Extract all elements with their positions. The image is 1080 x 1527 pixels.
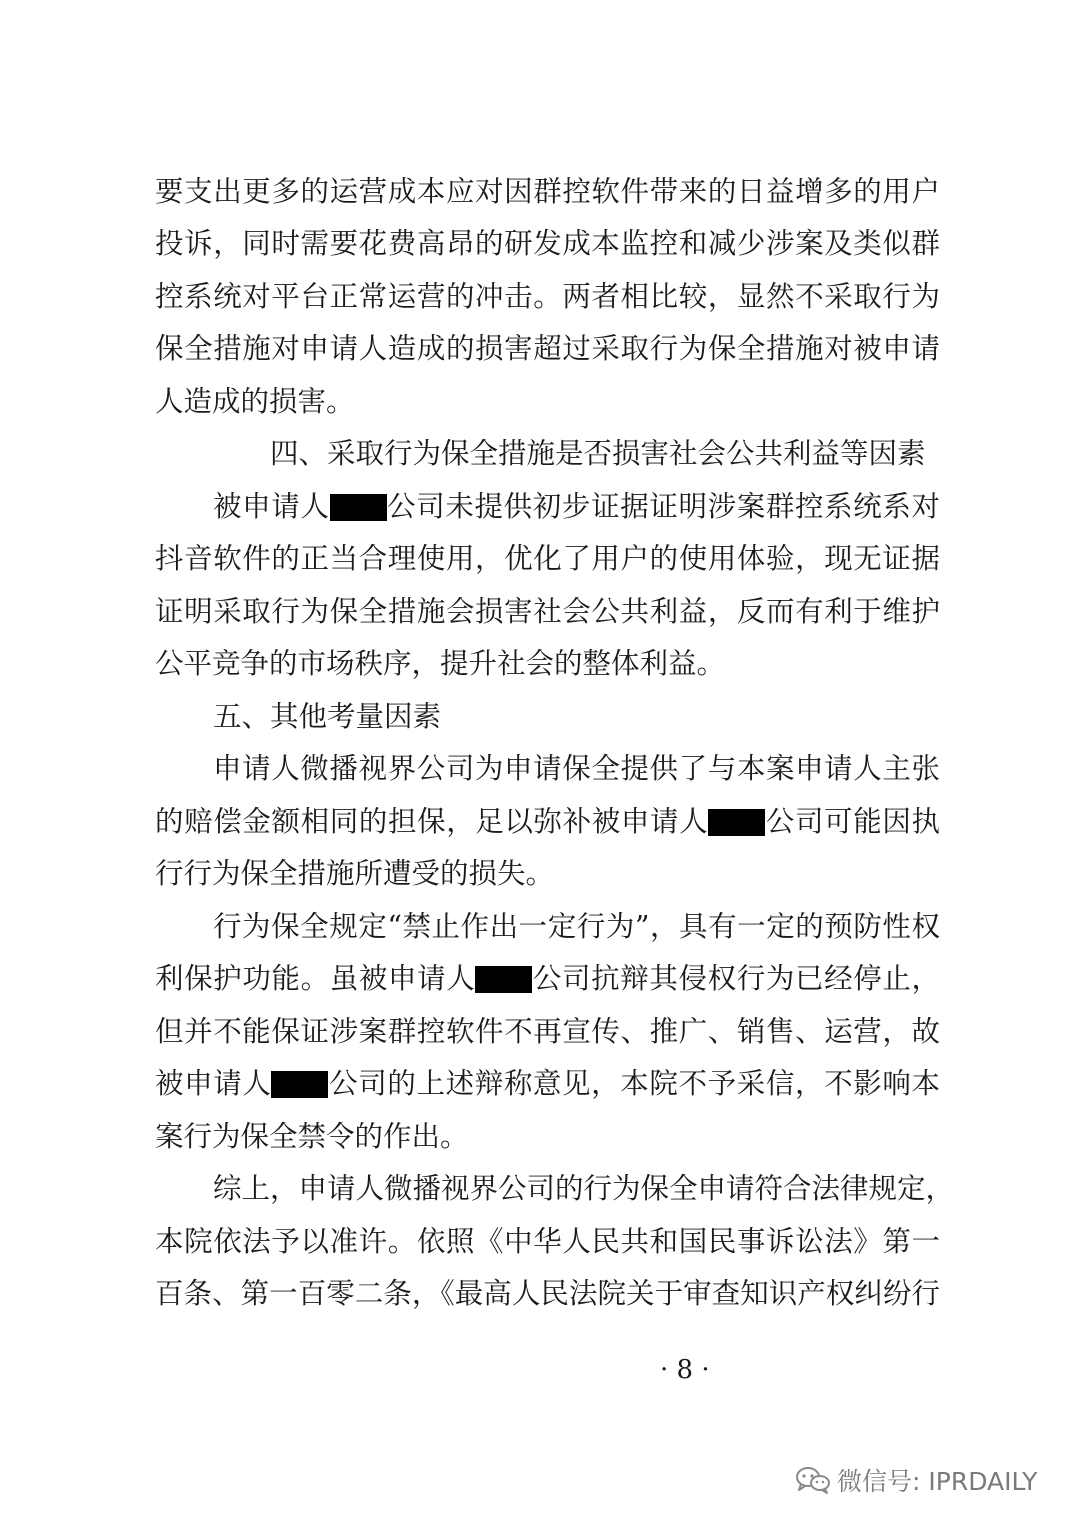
redaction-block	[330, 494, 387, 521]
redaction-block	[475, 966, 532, 993]
watermark-text: 微信号: IPRDAILY	[837, 1467, 1038, 1496]
text-line: 案行为保全禁令的作出。	[155, 1120, 469, 1153]
text-line: 抖音软件的正当合理使用，优化了用户的使用体验，现无证据	[155, 542, 940, 575]
text-line: 申请人微播视界公司为申请保全提供了与本案申请人主张	[213, 752, 940, 785]
text-line: 保全措施对申请人造成的损害超过采取行为保全措施对被申请	[155, 332, 940, 365]
text-line: 本院依法予以准许。依照《中华人民共和国民事诉讼法》第一	[155, 1225, 940, 1258]
wechat-icon	[795, 1465, 831, 1495]
page-number: · 8 ·	[660, 1355, 710, 1385]
watermark	[795, 1463, 1037, 1497]
section-heading-5: 五、其他考量因素	[213, 700, 442, 733]
text-line: 控系统对平台正常运营的冲击。两者相比较，显然不采取行为	[155, 280, 940, 313]
redaction-block	[271, 1071, 328, 1098]
text-line: 的赔偿金额相同的担保，足以弥补被申请人 公司可能因执	[155, 805, 940, 838]
redaction-block	[708, 809, 765, 836]
text-line: 投诉，同时需要花费高昂的研发成本监控和减少涉案及类似群	[155, 227, 940, 260]
text-line: 利保护功能。虽被申请人 公司抗辩其侵权行为已经停止，	[155, 962, 940, 995]
text-line: 证明采取行为保全措施会损害社会公共利益，反而有利于维护	[155, 595, 940, 628]
text-line: 被申请人 公司未提供初步证据证明涉案群控系统系对	[213, 490, 940, 523]
text-line: 但并不能保证涉案群控软件不再宣传、推广、销售、运营，故	[155, 1015, 940, 1048]
text-line: 要支出更多的运营成本应对因群控软件带来的日益增多的用户	[155, 175, 940, 208]
text-line: 人造成的损害。	[155, 385, 355, 418]
text-line: 行为保全规定“禁止作出一定行为”，具有一定的预防性权	[213, 910, 940, 943]
text-line: 百条、第一百零二条，《最高人民法院关于审查知识产权纠纷行	[155, 1277, 940, 1310]
text-line: 行行为保全措施所遭受的损失。	[155, 857, 555, 890]
section-heading-4: 四、采取行为保全措施是否损害社会公共利益等因素	[270, 437, 926, 470]
text-line: 被申请人 公司的上述辩称意见，本院不予采信，不影响本	[155, 1067, 940, 1100]
text-line: 综上，申请人微播视界公司的行为保全申请符合法律规定，	[213, 1172, 955, 1205]
text-line: 公平竞争的市场秩序，提升社会的整体利益。	[155, 647, 726, 680]
